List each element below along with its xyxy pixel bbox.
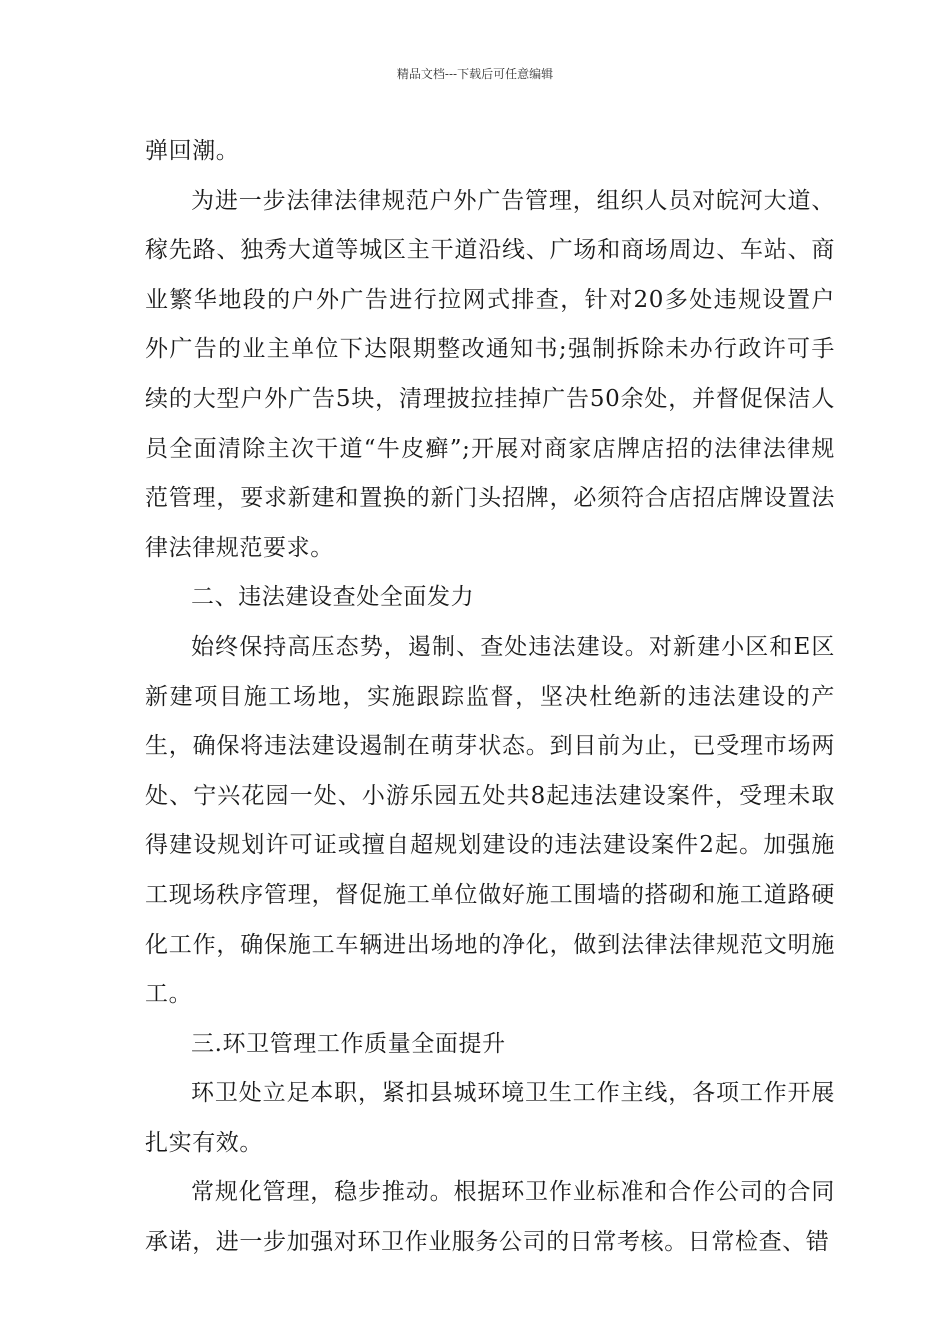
- paragraph-sanitation-intro: 环卫处立足本职，紧扣县城环境卫生工作主线，各项工作开展扎实有效。: [145, 1080, 835, 1156]
- section-heading-illegal-construction: 二、违法建设查处全面发力: [191, 584, 475, 611]
- document-body: [145, 127, 835, 1268]
- paragraph-illegal-construction: 始终保持高压态势，遏制、查处违法建设。对新建小区和E区新建项目施工场地，实施跟踪监督，坚决杜绝新的违法建设的产生，确保将违法建设遏制在萌芽状态。到目前为止，已受理市场两处、宁兴花园一处、小游乐园五处共8起违法建设案件，受理未取得建设规划许可证或擅自超规划建设的违法建设案件2起。加强施工现场秩序管理，督促施工单位做好施工围墙的搭砌和施工道路硬化工作，确保施工车辆进出场地的净化，做到法律法律规范文明施工。: [145, 633, 835, 1008]
- paragraph-outdoor-ads: 为进一步法律法律规范户外广告管理，组织人员对皖河大道、稼先路、独秀大道等城区主干道沿线、广场和商场周边、车站、商业繁华地段的户外广告进行拉网式排查，针对20多处违规设置户外广告的业主单位下达限期整改通知书;强制拆除未办行政许可手续的大型户外广告5块，清理披拉挂掉广告50余处，并督促保洁人员全面清除主次干道“牛皮癣”;开展对商家店牌店招的法律法律规范管理，要求新建和置换的新门头招牌，必须符合店招店牌设置法律法律规范要求。: [145, 187, 835, 561]
- section-heading-sanitation: 三.环卫管理工作质量全面提升: [191, 1030, 506, 1057]
- paragraph-routine-management: 常规化管理，稳步推动。根据环卫作业标准和合作公司的合同承诺，进一步加强对环卫作业服务公司的日常考核。日常检查、错: [145, 1179, 835, 1256]
- paragraph-continuation: 弹回潮。: [145, 138, 240, 164]
- page-header: 精品文档---下载后可任意编辑: [396, 67, 554, 81]
